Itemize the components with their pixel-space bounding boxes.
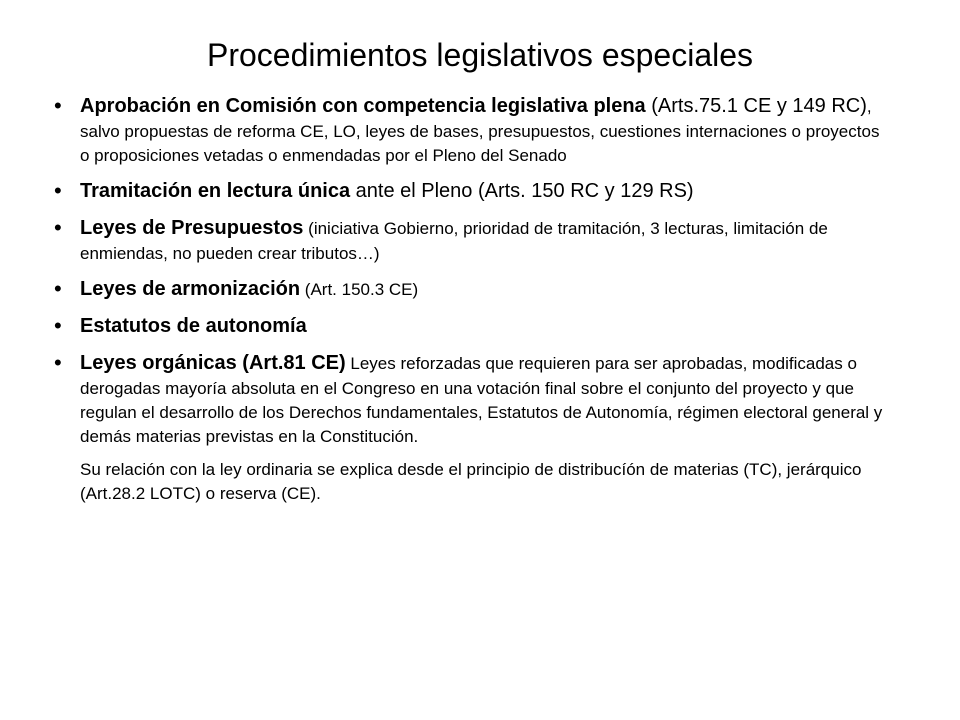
closing-paragraph: Su relación con la ley ordinaria se explica desde el principio de distribucíón de materias (TC), jerárquico (Art.28.2 LOTC) o reserva (CE).	[80, 460, 862, 503]
bullet-lead: Estatutos de autonomía	[80, 315, 307, 337]
list-item	[48, 312, 884, 340]
bullet-detail: Leyes reforzadas que requieren para ser aprobadas, modificadas o derogadas mayoría absoluta en el Congreso en una votación final sobre el conjunto del proyecto y que regulan el desarrollo de los Derechos fundamentales, Estatutos de Autonomía, régimen electoral general y demás materias previstas en la Constitución.	[80, 354, 883, 446]
bullet-icon: •	[54, 350, 62, 375]
list-item	[48, 214, 884, 266]
bullet-lead: Leyes de Presupuestos	[80, 217, 304, 239]
bullet-detail: (Art. 150.3 CE)	[300, 280, 419, 299]
slide-body	[48, 92, 884, 506]
bullet-detail: (iniciativa Gobierno, prioridad de tramitación, 3 lecturas, limitación de enmiendas, no pueden crear tributos…)	[80, 219, 828, 263]
bullet-text: (Arts.75.1 CE y 149 RC)	[645, 95, 867, 117]
list-item	[48, 275, 884, 303]
bullet-text: ante el Pleno (Arts. 150 RC y 129 RS)	[350, 180, 694, 202]
list-item	[48, 349, 884, 449]
bullet-lead: Leyes orgánicas (Art.81 CE)	[80, 352, 346, 374]
bullet-icon: •	[54, 215, 62, 240]
bullet-icon: •	[54, 276, 62, 301]
bullet-lead: Tramitación en lectura única	[80, 180, 351, 202]
bullet-icon: •	[54, 178, 62, 203]
bullet-list	[48, 92, 884, 449]
bullet-detail: , salvo propuestas de reforma CE, LO, leyes de bases, presupuestos, cuestiones internaciones o proyectos o proposiciones vetadas o enmendadas por el Pleno del Senado	[80, 97, 880, 165]
bullet-icon: •	[54, 313, 62, 338]
list-item	[48, 177, 884, 205]
bullet-lead: Aprobación en Comisión con competencia legislativa plena	[80, 95, 646, 117]
list-item	[48, 92, 884, 168]
bullet-lead: Leyes de armonización	[80, 278, 301, 300]
slide-title: Procedimientos legislativos especiales	[206, 37, 754, 73]
bullet-icon: •	[54, 93, 62, 118]
